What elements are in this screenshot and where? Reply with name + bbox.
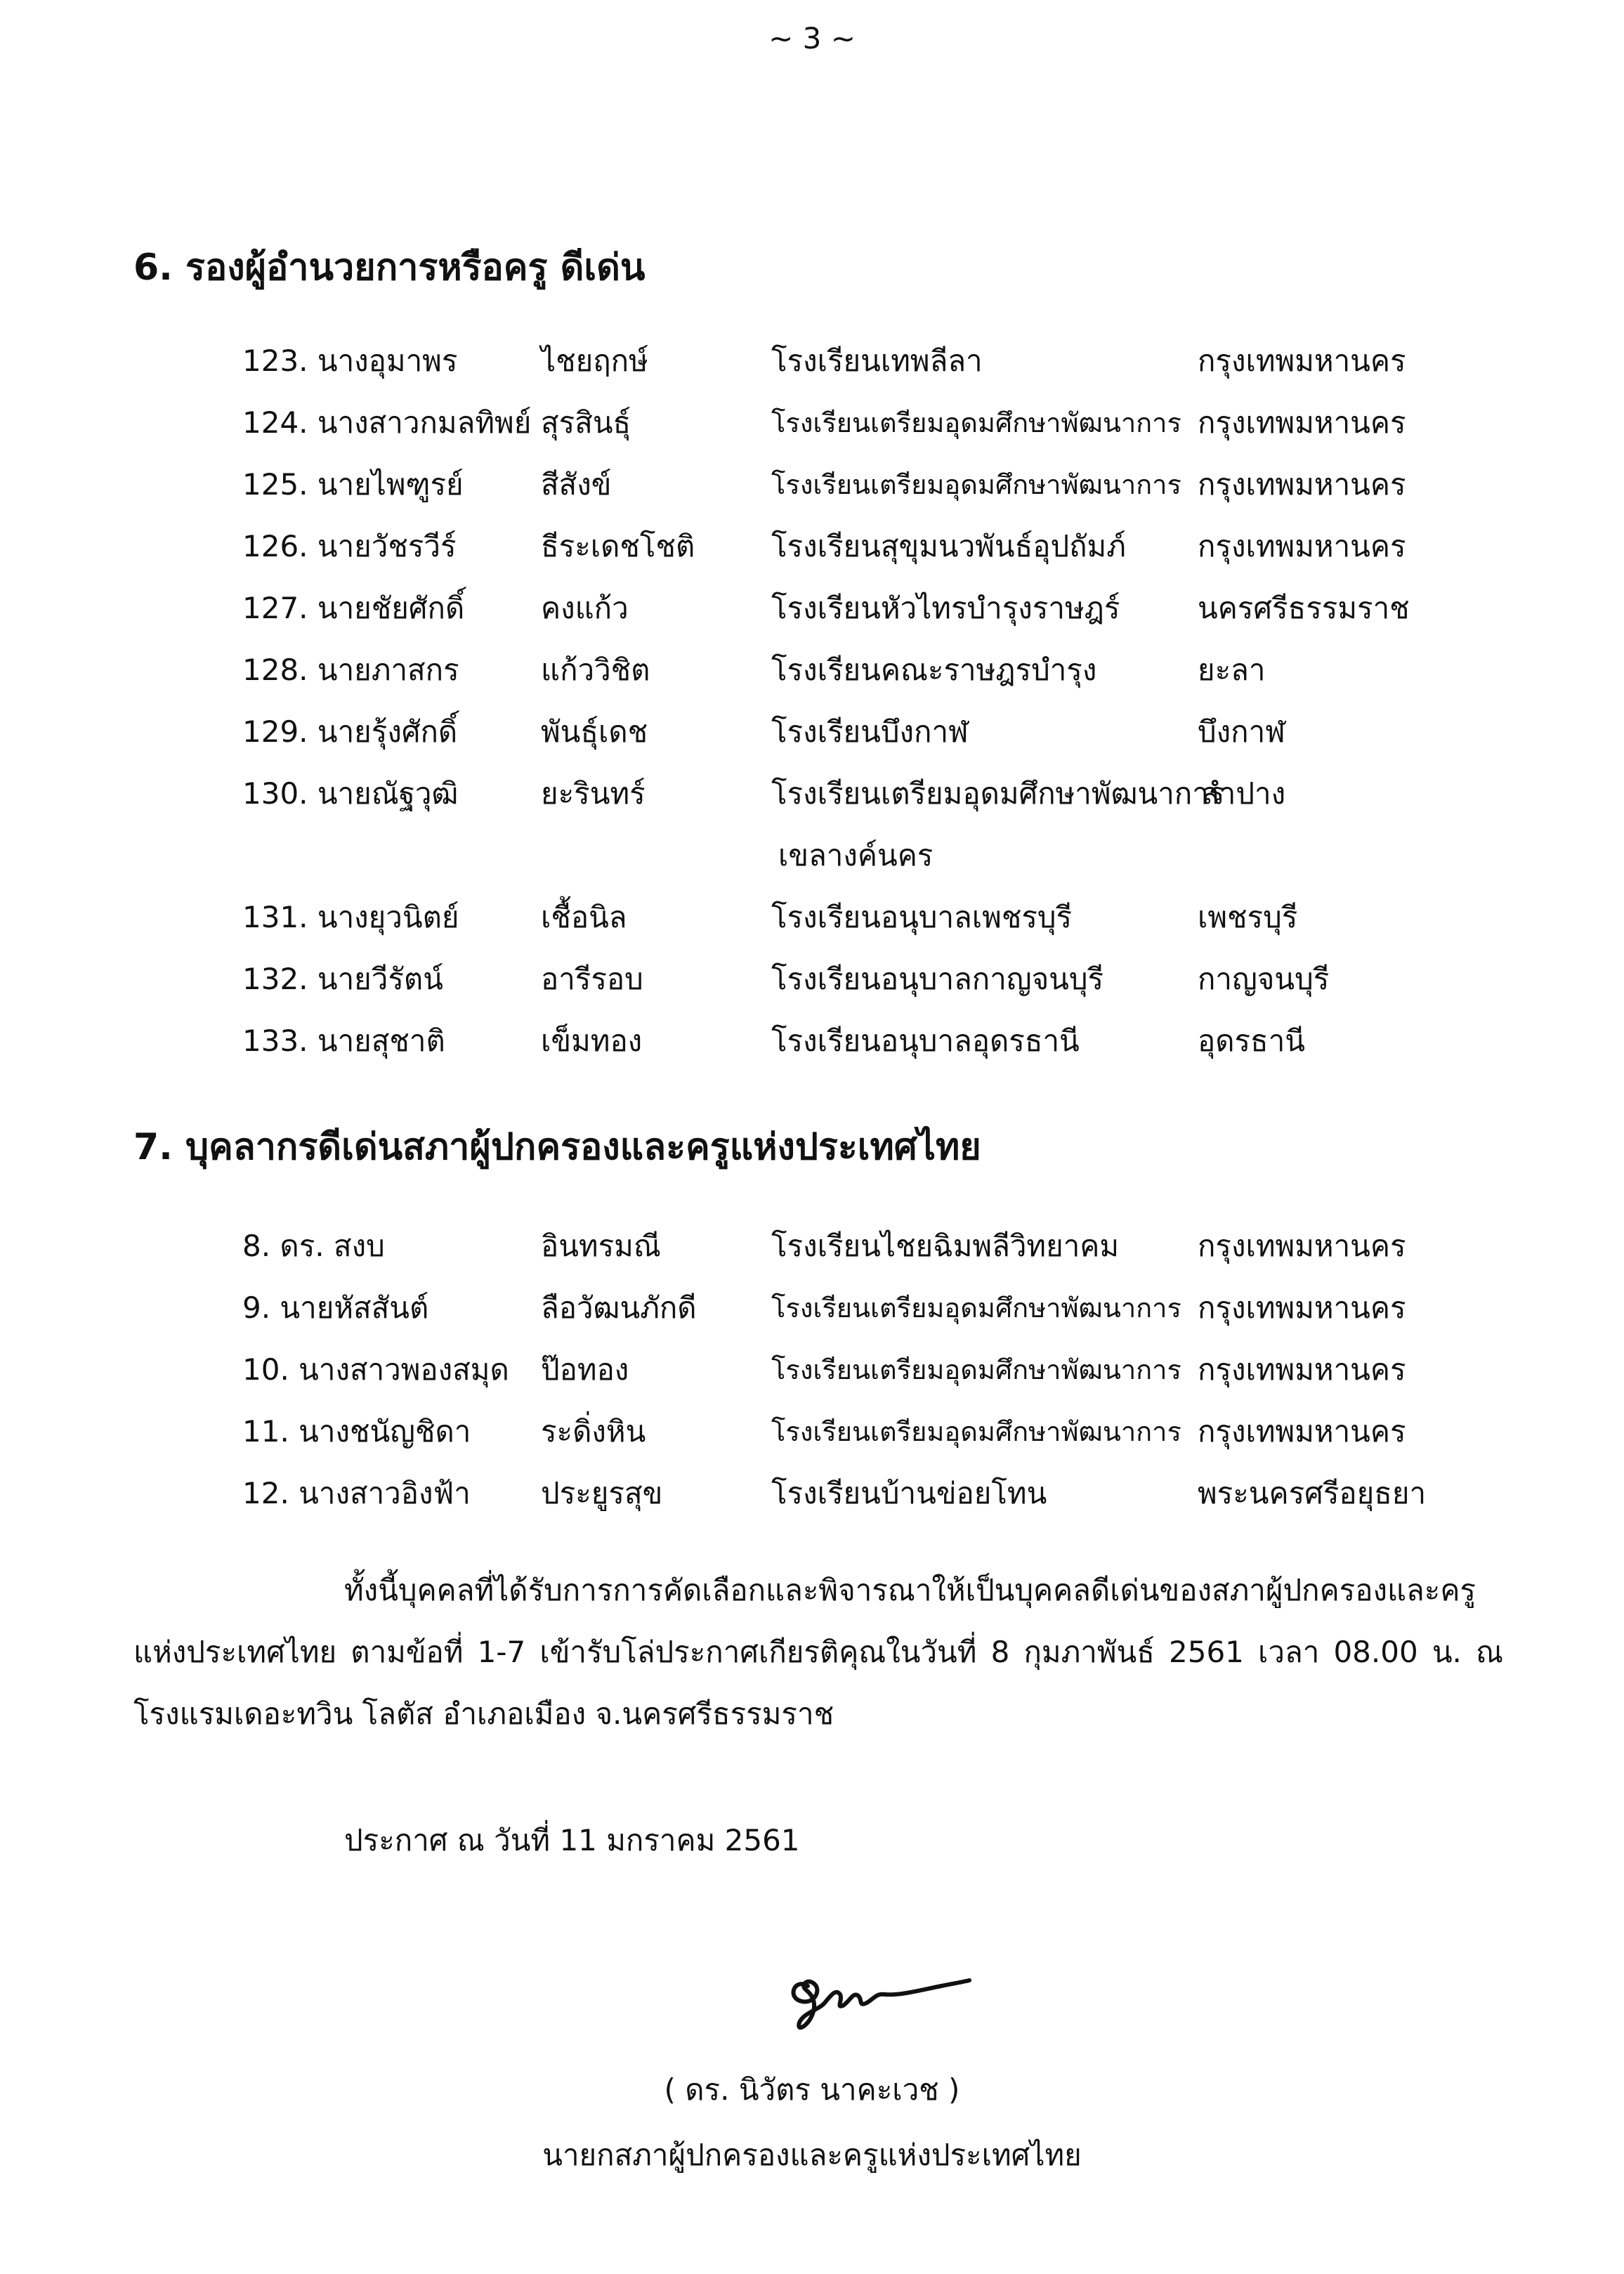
list-item bbox=[0, 392, 1624, 454]
list-item bbox=[0, 948, 1624, 1010]
person-name: 8. ดร. สงบ bbox=[242, 1229, 385, 1263]
person-surname: เชื้อนิล bbox=[541, 900, 627, 934]
person-surname: อินทรมณี bbox=[541, 1229, 661, 1263]
province: อุดรธานี bbox=[1198, 1024, 1305, 1058]
school-name: โรงเรียนเตรียมอุดมศึกษาพัฒนาการ bbox=[771, 469, 1181, 500]
school-name: โรงเรียนอนุบาลอุดรธานี bbox=[771, 1024, 1080, 1058]
person-surname: ยะรินทร์ bbox=[541, 776, 646, 811]
province: กรุงเทพมหานคร bbox=[1198, 1352, 1406, 1387]
person-surname: ป๊อทอง bbox=[541, 1352, 629, 1387]
school-name: โรงเรียนสุขุมนวพันธ์อุปถัมภ์ bbox=[771, 529, 1126, 563]
person-name: 123. นางอุมาพร bbox=[242, 344, 458, 378]
person-surname: พันธุ์เดช bbox=[541, 714, 648, 749]
school-name: โรงเรียนหัวไทรบำรุงราษฎร์ bbox=[771, 591, 1120, 625]
school-name: โรงเรียนไชยฉิมพลีวิทยาคม bbox=[771, 1229, 1120, 1263]
province: พระนครศรีอยุธยา bbox=[1198, 1476, 1427, 1510]
person-surname: ไชยฤกษ์ bbox=[541, 344, 648, 378]
signer-name: ( ดร. นิวัตร นาคะเวช ) bbox=[664, 2072, 960, 2107]
list-item bbox=[0, 577, 1624, 639]
person-surname: สีสังข์ bbox=[541, 467, 612, 502]
school-name: โรงเรียนเตรียมอุดมศึกษาพัฒนาการ bbox=[771, 1416, 1181, 1447]
person-name: 126. นายวัชรวีร์ bbox=[242, 529, 457, 563]
list-item bbox=[0, 1215, 1624, 1277]
list-item-continuation bbox=[0, 825, 1624, 887]
province: กรุงเทพมหานคร bbox=[1198, 344, 1406, 378]
section-7-heading: 7. บุคลากรดีเด่นสภาผู้ปกครองและครูแห่งประเทศไทย bbox=[133, 1126, 981, 1168]
province: กรุงเทพมหานคร bbox=[1198, 529, 1406, 563]
person-name: 12. นางสาวอิงฟ้า bbox=[242, 1476, 471, 1510]
announcement-date: ประกาศ ณ วันที่ 11 มกราคม 2561 bbox=[344, 1823, 800, 1857]
list-item bbox=[0, 1277, 1624, 1339]
list-item bbox=[0, 1339, 1624, 1401]
person-surname: ประยูรสุข bbox=[541, 1476, 663, 1510]
school-name: โรงเรียนเตรียมอุดมศึกษาพัฒนาการ bbox=[771, 776, 1225, 811]
school-name: โรงเรียนบ้านข่อยโทน bbox=[771, 1476, 1047, 1510]
person-surname: ระดิ่งหิน bbox=[541, 1414, 646, 1449]
person-surname: แก้ววิชิต bbox=[541, 653, 650, 687]
school-name: โรงเรียนเตรียมอุดมศึกษาพัฒนาการ bbox=[771, 407, 1181, 438]
person-name: 9. นายหัสสันต์ bbox=[242, 1290, 429, 1325]
person-name: 131. นางยุวนิตย์ bbox=[242, 900, 459, 934]
person-surname: ลือวัฒนภักดี bbox=[541, 1290, 697, 1325]
list-item bbox=[0, 1401, 1624, 1463]
list-item bbox=[0, 454, 1624, 516]
signature-image bbox=[780, 1949, 976, 2041]
person-surname: คงแก้ว bbox=[541, 591, 629, 625]
province: ยะลา bbox=[1198, 653, 1266, 687]
person-name: 124. นางสาวกมลทิพย์ bbox=[242, 405, 532, 440]
person-surname: เข็มทอง bbox=[541, 1024, 643, 1058]
closing-paragraph bbox=[133, 1560, 1503, 1745]
signer-title: นายกสภาผู้ปกครองและครูแห่งประเทศไทย bbox=[542, 2138, 1082, 2172]
list-item bbox=[0, 330, 1624, 392]
section-6-heading: 6. รองผู้อำนวยการหรือครู ดีเด่น bbox=[133, 247, 646, 289]
list-item bbox=[0, 1010, 1624, 1072]
province: นครศรีธรรมราช bbox=[1198, 591, 1410, 625]
person-name: 132. นายวีรัตน์ bbox=[242, 962, 443, 996]
province: ลำปาง bbox=[1201, 776, 1286, 811]
closing-paragraph-text: ทั้งนี้บุคคลที่ได้รับการการคัดเลือกและพิจารณาให้เป็นบุคคลดีเด่นของสภาผู้ปกครองและครูแห่งประเทศไทย ตามข้อที่ 1-7 เข้ารับโล่ประกาศเกียรติคุณในวันที่ 8 กุมภาพันธ์ 2561 เวลา 08.00 น. ณ โรงแรมเดอะทวิน โลตัส อำเภอเมือง จ.นครศรีธรรมราช bbox=[133, 1573, 1503, 1731]
list-item bbox=[0, 639, 1624, 701]
school-name: โรงเรียนบึงกาฬ bbox=[771, 714, 969, 749]
page-number: ~ 3 ~ bbox=[768, 21, 856, 55]
province: กาญจนบุรี bbox=[1198, 962, 1330, 996]
list-item bbox=[0, 701, 1624, 763]
person-surname: อารีรอบ bbox=[541, 962, 643, 996]
person-name: 128. นายภาสกร bbox=[242, 653, 459, 687]
person-name: 127. นายชัยศักดิ์ bbox=[242, 591, 465, 625]
list-item bbox=[0, 887, 1624, 948]
school-name: โรงเรียนคณะราษฎรบำรุง bbox=[771, 653, 1097, 687]
school-name: โรงเรียนอนุบาลเพชรบุรี bbox=[771, 900, 1073, 934]
province: กรุงเทพมหานคร bbox=[1198, 405, 1406, 440]
person-name: 125. นายไพฑูรย์ bbox=[242, 467, 464, 502]
school-name: โรงเรียนเทพลีลา bbox=[771, 344, 983, 378]
province: กรุงเทพมหานคร bbox=[1198, 1229, 1406, 1263]
province: กรุงเทพมหานคร bbox=[1198, 467, 1406, 502]
province: บึงกาฬ bbox=[1198, 714, 1285, 749]
school-name: เขลางค์นคร bbox=[778, 838, 934, 873]
province: เพชรบุรี bbox=[1198, 900, 1298, 934]
list-item bbox=[0, 516, 1624, 577]
school-name: โรงเรียนเตรียมอุดมศึกษาพัฒนาการ bbox=[771, 1354, 1181, 1385]
person-name: 130. นายณัฐวุฒิ bbox=[242, 776, 459, 811]
person-surname: สุรสินธุ์ bbox=[541, 405, 631, 440]
school-name: โรงเรียนอนุบาลกาญจนบุรี bbox=[771, 962, 1104, 996]
person-surname: ธีระเดชโชติ bbox=[541, 529, 695, 563]
school-name: โรงเรียนเตรียมอุดมศึกษาพัฒนาการ bbox=[771, 1293, 1181, 1324]
province: กรุงเทพมหานคร bbox=[1198, 1414, 1406, 1449]
province: กรุงเทพมหานคร bbox=[1198, 1290, 1406, 1325]
list-item bbox=[0, 1463, 1624, 1524]
person-name: 133. นายสุชาติ bbox=[242, 1024, 445, 1058]
list-item bbox=[0, 763, 1624, 825]
person-name: 10. นางสาวพองสมุด bbox=[242, 1352, 509, 1387]
person-name: 129. นายรุ้งศักดิ์ bbox=[242, 714, 458, 749]
person-name: 11. นางชนัญชิดา bbox=[242, 1414, 471, 1449]
